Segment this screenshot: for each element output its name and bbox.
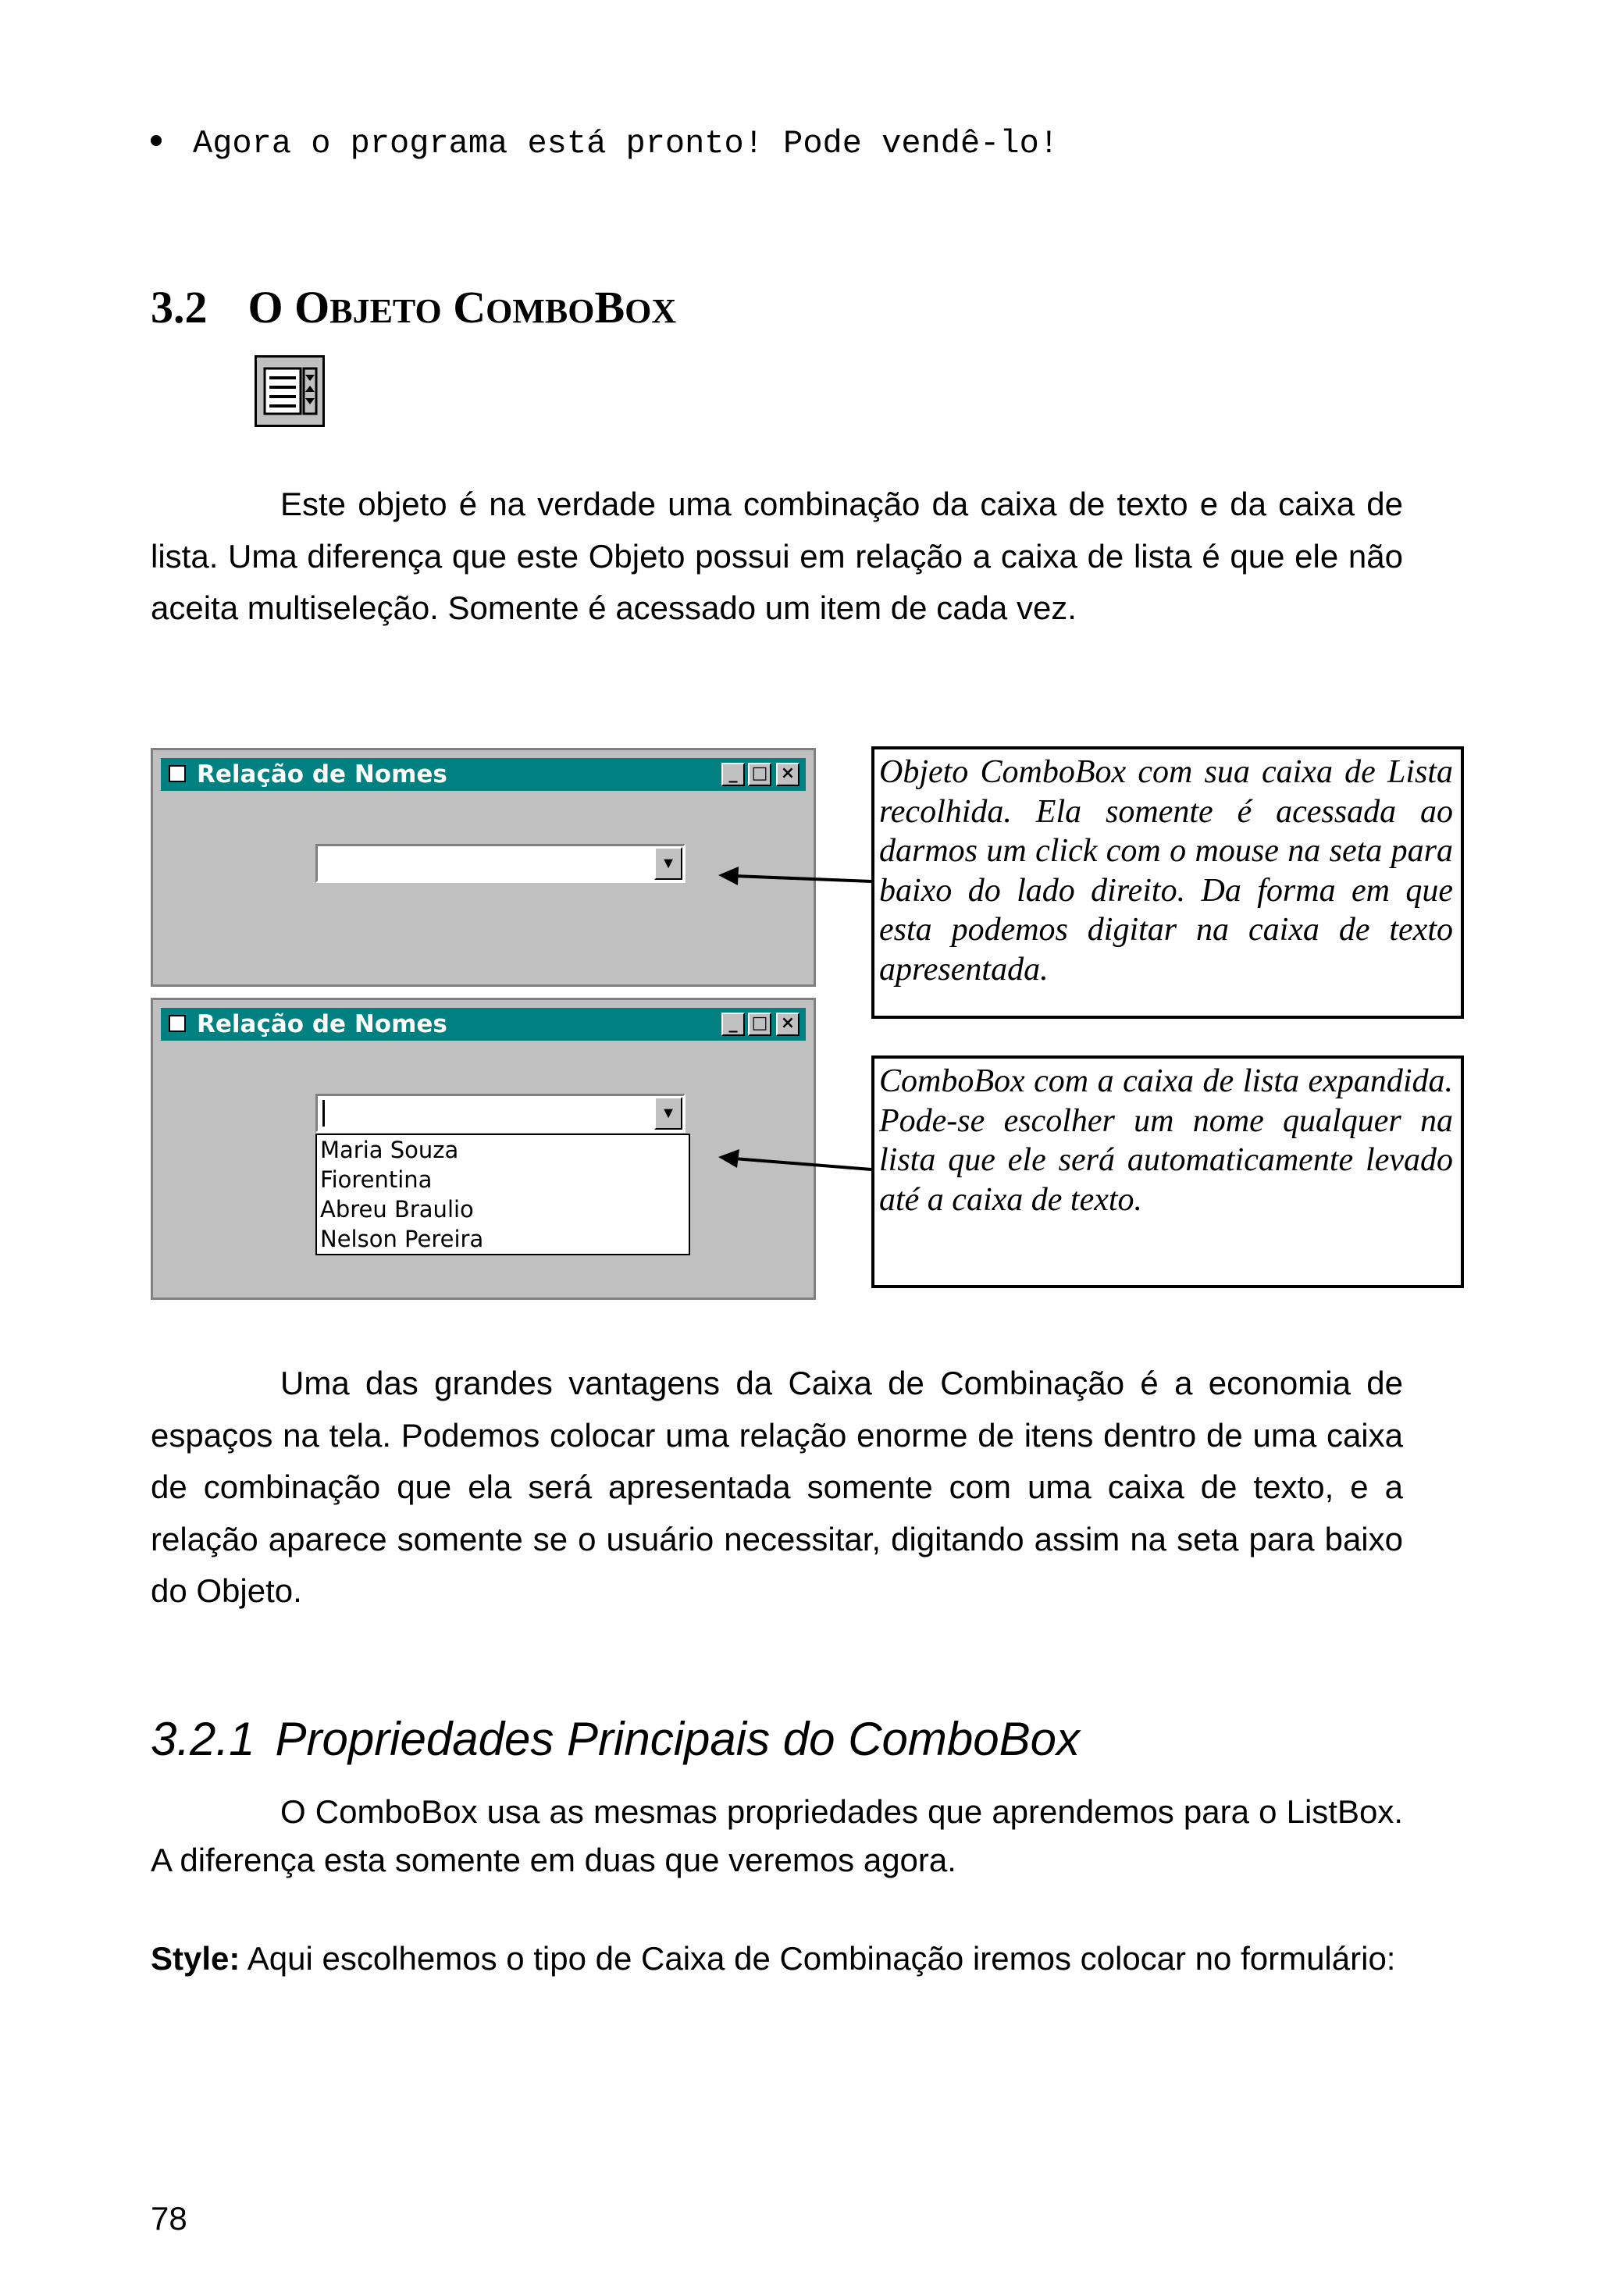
style-paragraph (151, 1935, 1403, 1983)
properties-text: O ComboBox usa as mesmas propriedades que aprendemos para o ListBox. A diferença esta somente em duas que veremos agora. (151, 1793, 1403, 1878)
style-text: Aqui escolhemos o tipo de Caixa de Combinação iremos colocar no formulário: (240, 1940, 1396, 1977)
window-title: Relação de Nomes (197, 760, 447, 788)
subsection-number: 3.2.1 (151, 1713, 255, 1765)
list-item[interactable]: Nelson Pereira (320, 1226, 484, 1252)
close-icon[interactable]: × (776, 1013, 800, 1036)
arrow-expanded (718, 1149, 871, 1169)
maximize-icon[interactable]: □ (748, 763, 771, 786)
list-item[interactable]: Fiorentina (320, 1166, 433, 1193)
section-title-d: OMBO (486, 292, 595, 330)
callout-text: Objeto ComboBox com sua caixa de Lista recolhida. Ela somente é acessada ao darmos um click com o mouse na seta para baixo do lado direito. Da forma em que esta podemos digitar na caixa de texto apresentada. (879, 754, 1453, 988)
style-label: Style: (151, 1940, 240, 1977)
subsection-title: Propriedades Principais do ComboBox (275, 1713, 1080, 1765)
callout-text: ComboBox com a caixa de lista expandida. Pode-se escolher um nome qualquer na lista que ele será automaticamente levado até a caixa de texto. (879, 1063, 1453, 1218)
advantages-paragraph (151, 1358, 1403, 1618)
section-title-e: B (594, 282, 625, 333)
arrow-collapsed (718, 867, 871, 885)
advantages-text: Uma das grandes vantagens da Caixa de Combinação é a economia de espaços na tela. Podemos colocar uma relação enorme de itens dentro de uma caixa de combinação que ela será apresentada somente com uma caixa de texto, e a relação aparece somente se o usuário necessitar, digitando assim na seta para baixo do Objeto. (151, 1365, 1403, 1609)
bullet-text: Agora o programa está pronto! Pode vendê-lo! (193, 125, 1059, 162)
list-item[interactable]: Maria Souza (320, 1137, 459, 1163)
dropdown-arrow-icon[interactable]: ▼ (654, 1097, 682, 1130)
section-title-f: OX (625, 292, 677, 330)
section-title-b: BJETO (329, 292, 442, 330)
maximize-icon[interactable]: □ (748, 1013, 771, 1036)
dropdown-arrow-icon[interactable]: ▼ (654, 847, 682, 880)
intro-text: Este objeto é na verdade uma combinação da caixa de texto e da caixa de lista. Uma diferença que este Objeto possui em relação a caixa de lista é que ele não aceita multiseleção. Somente é acessado um item de cada vez. (151, 486, 1403, 626)
section-number: 3.2 (151, 282, 208, 333)
minimize-icon[interactable]: _ (721, 1013, 745, 1036)
minimize-icon[interactable]: _ (721, 763, 745, 786)
section-title-c: C (441, 282, 486, 333)
close-icon[interactable]: × (776, 763, 800, 786)
subsection-heading (151, 1712, 1080, 1766)
section-title-a: O O (248, 282, 330, 333)
window-title: Relação de Nomes (197, 1010, 447, 1038)
properties-paragraph (151, 1788, 1403, 1885)
list-item[interactable]: Abreu Braulio (320, 1196, 474, 1223)
page-number: 78 (151, 2200, 187, 2237)
